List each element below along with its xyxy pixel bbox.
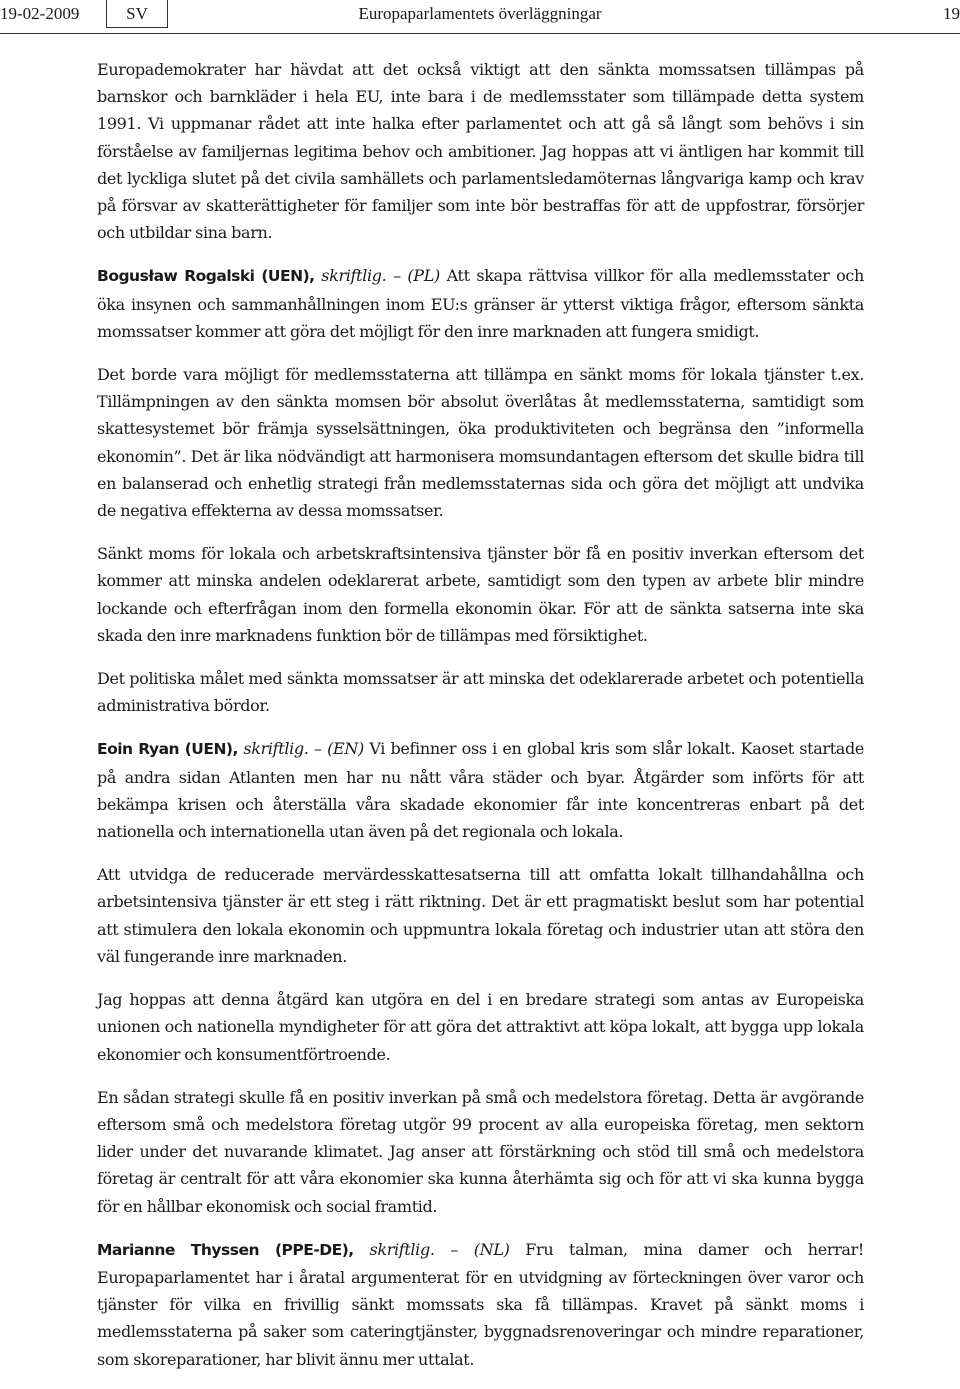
speech-language: – (NL) (450, 1239, 510, 1259)
speech-language: – (PL) (393, 266, 440, 286)
speech-mode: skriftlig. (321, 266, 387, 286)
paragraph: Sänkt moms för lokala och arbetskraftsintensiva tjänster bör få en positiv inverkan eftersom det kommer att minska andelen odeklarerat arbete, samtidigt som den typen av arbete blir mindre lockande och efterfrågan inom den formella ekonomin ökar. För att de sänkta satserna inte ska skada den inre marknadens funktion bör de tillämpas med försiktighet. (97, 544, 864, 645)
paragraph: Det politiska målet med sänkta momssatser är att minska det odeklarerade arbetet och potentiella administrativa bördor. (97, 669, 864, 716)
speech-mode: skriftlig. (369, 1239, 435, 1259)
document-body (97, 56, 864, 1389)
speaker-name: Marianne Thyssen (PPE-DE), (97, 1240, 354, 1259)
speech-text: Att skapa rättvisa villkor för alla medlemsstater och öka insynen och sammanhållningen inom EU:s gränser är ytterst viktiga frågor, eftersom sänkta momssatser kommer att göra det möjligt för den inre marknaden att fungera smidigt. (97, 266, 864, 341)
speaker-name: Eoin Ryan (UEN), (97, 740, 238, 759)
language-badge: SV (106, 0, 168, 28)
header-title: Europaparlamentets överläggningar (358, 4, 602, 23)
speech-language: – (EN) (313, 739, 364, 759)
paragraph: Jag hoppas att denna åtgärd kan utgöra en del i en bredare strategi som antas av Europeiska unionen och nationella myndigheter för att göra det attraktivt att köpa lokalt, att bygga upp lokala ekonomier och konsumentförtroende. (97, 990, 864, 1064)
speech-ryan (97, 735, 864, 845)
page-number: 19 (943, 4, 960, 23)
paragraph: En sådan strategi skulle få en positiv inverkan på små och medelstora företag. Detta är avgörande eftersom små och medelstora företag utgör 99 procent av alla europeiska företag, men sektorn lider under det nuvarande klimatet. Jag anser att förstärkning och stöd till små och medelstora företag är centralt för att våra ekonomier ska kunna återhämta sig och för att vi ska kunna bygga för en hållbar ekonomisk och social framtid. (97, 1087, 864, 1216)
paragraph: Europademokrater har hävdat att det också viktigt att den sänkta momssatsen tillämpas på barnskor och barnkläder i hela EU, inte bara i de medlemsstater som tillämpade detta system 1991. Vi uppmanar rådet att inte halka efter parlamentet och att gå så långt som behövs i sin förståelse av familjernas legitima behov och ambitioner. Jag hoppas att vi äntligen har kommit till det lyckliga slutet på det civila samhällets och parlamentsledamöternas långvariga kamp och krav på försvar av skatterättigheter för familjer som inte bör bestraffas för att de uppfostrar, försörjer och utbildar sina barn. (97, 60, 864, 243)
paragraph: Att utvidga de reducerade mervärdesskattesatserna till att omfatta lokalt tillhandahållna och arbetsintensiva tjänster är ett steg i rätt riktning. Det är ett pragmatiskt beslut som har potential att stimulera den lokala ekonomin och uppmuntra lokala företag och industrier utan att störa den väl fungerande inre marknaden. (97, 865, 864, 966)
speech-rogalski (97, 262, 864, 345)
header-date: 19-02-2009 (0, 4, 80, 23)
page-header (0, 0, 960, 34)
speech-text: Fru talman, mina damer och herrar! Europaparlamentet har i åratal argumenterat för en utvidgning av förteckningen över varor och tjänster för vilka en frivillig sänkt momssats ska få tillämpas. Kravet på sänkt moms i medlemsstaterna på saker som cateringtjänster, byggnadsrenoveringar och mindre reparationer, som skoreparationer, har blivit ännu mer uttalat. (97, 1239, 864, 1369)
speech-text: Vi befinner oss i en global kris som slår lokalt. Kaoset startade på andra sidan Atlanten men har nu nått våra städer och byar. Åtgärder som införts för att bekämpa krisen och återställa våra skadade ekonomier får inte koncentreras enbart på det nationella och internationella utan även på det regionala och lokala. (97, 739, 864, 842)
speech-mode: skriftlig. (243, 739, 309, 759)
speech-thyssen (97, 1236, 864, 1373)
paragraph: Det borde vara möjligt för medlemsstaterna att tillämpa en sänkt moms för lokala tjänster t.ex. Tillämpningen av den sänkta momsen bör absolut överlåtas åt medlemsstaterna, samtidigt som skattesystemet bör främja sysselsättningen, öka produktiviteten och begränsa den ”informella ekonomin”. Det är lika nödvändigt att harmonisera momsundantagen eftersom det skulle bidra till en balanserad och enhetlig strategi från medlemsstaternas sida och göra det möjligt att undvika de negativa effekterna av dessa momssatser. (97, 365, 864, 521)
speaker-name: Bogusław Rogalski (UEN), (97, 267, 315, 286)
